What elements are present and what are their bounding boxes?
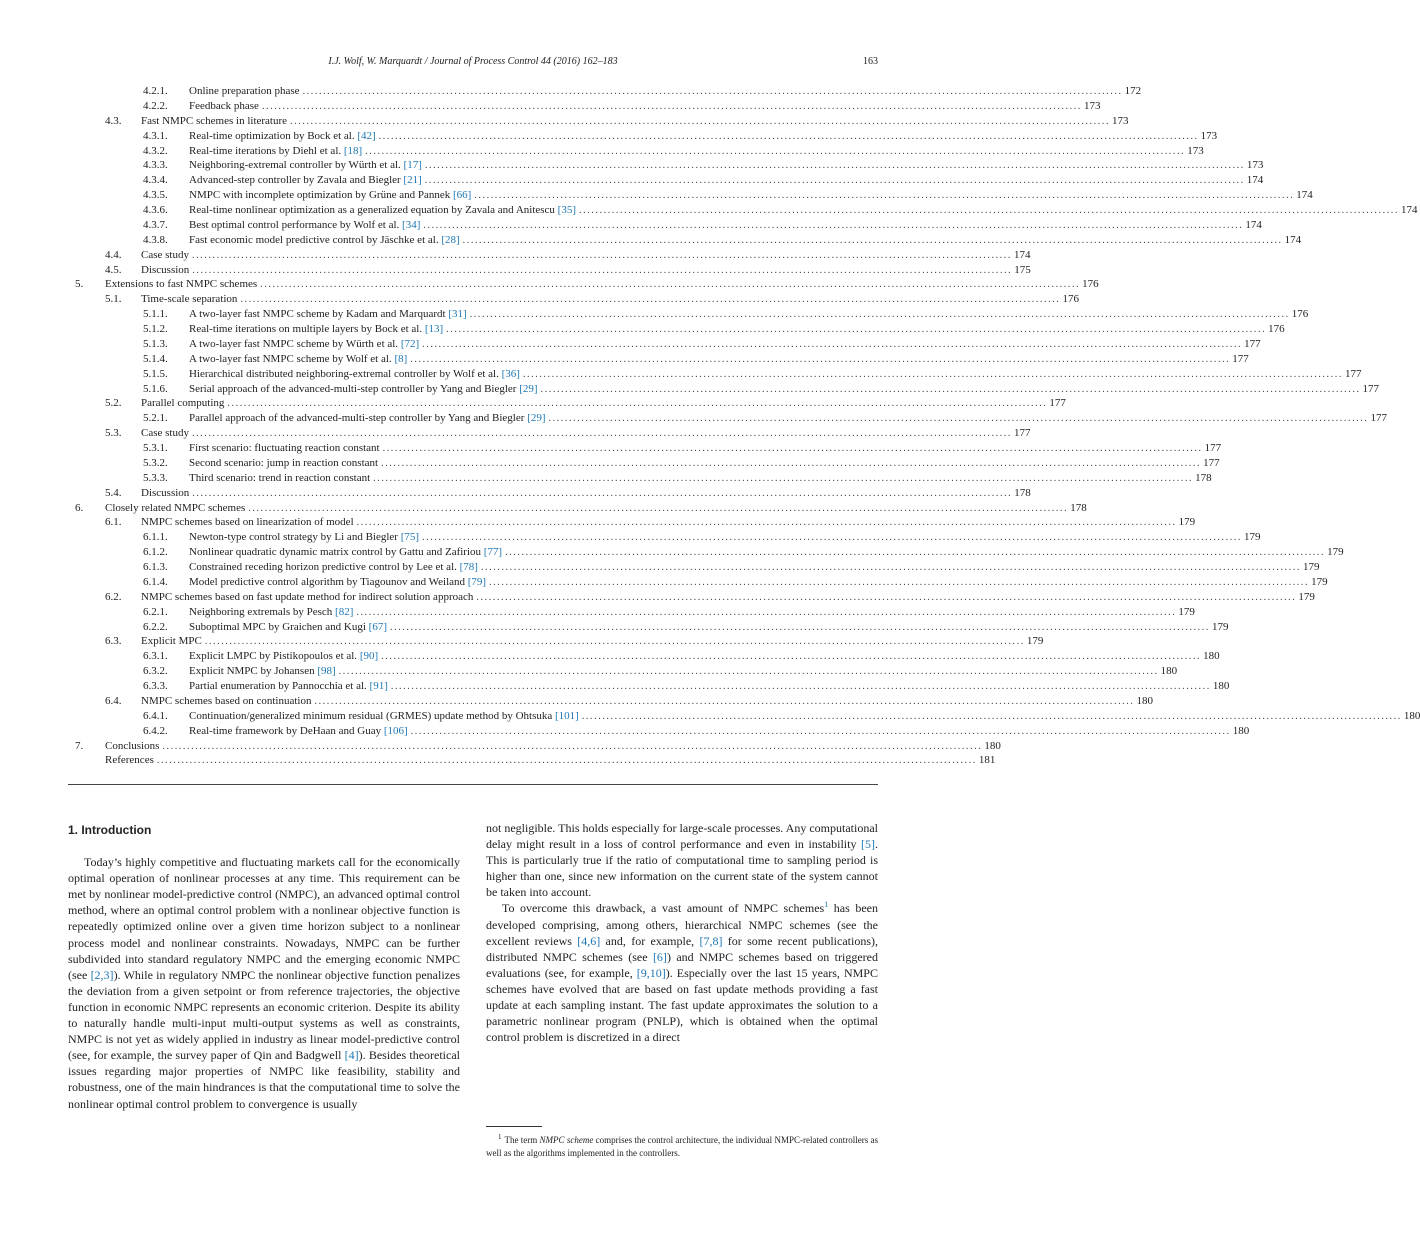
citation-link[interactable]: [4] xyxy=(344,1048,359,1063)
table-of-contents xyxy=(75,84,1420,768)
citation-link[interactable]: [7,8] xyxy=(699,933,723,948)
toc-leader-dots: ........................................................................................................................................................................................................ xyxy=(162,740,983,752)
citation-link[interactable]: [79] xyxy=(467,575,487,588)
toc-number: 6.1. xyxy=(105,516,122,529)
toc-leader-dots: ........................................................................................................................................................................................................ xyxy=(204,636,1025,648)
toc-leader-dots: ........................................................................................................................................................................................................ xyxy=(410,353,1231,365)
citation-link[interactable]: [6] xyxy=(652,949,667,964)
toc-page-number: 179 xyxy=(1311,575,1328,588)
toc-leader-dots: ........................................................................................................................................................................................................ xyxy=(191,428,1012,440)
toc-page-number: 175 xyxy=(1014,263,1031,276)
toc-entry[interactable] xyxy=(75,322,1285,337)
toc-title: Continuation/generalized minimum residual (GRMES) update method by Ohtsuka [101] xyxy=(189,709,579,722)
citation-link[interactable]: [5] xyxy=(861,837,875,852)
toc-page-number: 177 xyxy=(1244,337,1261,350)
toc-number: 6.3. xyxy=(105,635,122,648)
toc-title: Third scenario: trend in reaction constant xyxy=(189,471,371,484)
toc-entry[interactable] xyxy=(75,709,1420,724)
toc-leader-dots: ........................................................................................................................................................................................................ xyxy=(424,160,1245,172)
intro-paragraph-1-continued: not negligible. This holds especially for large-scale processes. Any computational delay might result in a loss of control performance and even in instability [5]. This is particularly true if the ratio of computational time to sampling period is higher than one, since new information on the current state of the system cannot be taken into account. xyxy=(486,821,878,900)
toc-page-number: 177 xyxy=(1203,456,1220,469)
toc-title: Discussion xyxy=(141,486,190,499)
toc-page-number: 180 xyxy=(1136,694,1153,707)
toc-leader-dots: ........................................................................................................................................................................................................ xyxy=(423,219,1244,231)
toc-leader-dots: ........................................................................................................................................................................................................ xyxy=(462,234,1283,246)
toc-number: 4.3.5. xyxy=(143,189,168,202)
toc-leader-dots: ........................................................................................................................................................................................................ xyxy=(156,755,977,767)
toc-entry[interactable] xyxy=(75,486,1031,501)
toc-title: Extensions to fast NMPC schemes xyxy=(105,278,258,291)
toc-number: 5.3.2. xyxy=(143,456,168,469)
toc-entry[interactable] xyxy=(75,218,1262,233)
toc-title: NMPC with incomplete optimization by Grüne and Pannek [66] xyxy=(189,189,472,202)
toc-title: Best optimal control performance by Wolf et al. [34] xyxy=(189,218,421,231)
toc-number: 6.2.2. xyxy=(143,620,168,633)
toc-title: Explicit MPC xyxy=(141,635,202,648)
toc-entry[interactable] xyxy=(75,367,1362,382)
toc-entry[interactable] xyxy=(75,337,1261,352)
page-number: 163 xyxy=(863,56,878,67)
toc-number: 6.3.2. xyxy=(143,665,168,678)
toc-entry[interactable] xyxy=(75,575,1328,590)
toc-entry[interactable] xyxy=(75,501,1087,516)
toc-page-number: 178 xyxy=(1070,501,1087,514)
toc-title: Discussion xyxy=(141,263,190,276)
toc-leader-dots: ........................................................................................................................................................................................................ xyxy=(480,562,1301,573)
toc-leader-dots: ........................................................................................................................................................................................................ xyxy=(422,532,1243,544)
toc-number: 6.1.4. xyxy=(143,575,168,588)
toc-page-number: 179 xyxy=(1298,590,1315,603)
toc-number: 5.3.1. xyxy=(143,442,168,454)
section-heading: 1. Introduction xyxy=(68,823,152,837)
toc-entry[interactable] xyxy=(75,530,1261,545)
toc-title: NMPC schemes based on continuation xyxy=(141,694,312,707)
toc-title: Parallel approach of the advanced-multi-step controller by Yang and Biegler [29] xyxy=(189,412,546,425)
toc-number: 5.4. xyxy=(105,486,122,499)
toc-title: Real-time framework by DeHaan and Guay [106] xyxy=(189,724,408,737)
toc-page-number: 173 xyxy=(1083,99,1101,112)
toc-title: NMPC schemes based on linearization of model xyxy=(141,516,354,529)
toc-leader-dots: ........................................................................................................................................................................................................ xyxy=(422,338,1243,350)
citation-link[interactable]: [98] xyxy=(317,665,336,678)
toc-entry[interactable] xyxy=(75,277,1099,292)
citation-link[interactable]: [17] xyxy=(403,159,422,172)
toc-number: 6.3.1. xyxy=(143,650,168,663)
toc-title: Explicit NMPC by Johansen [98] xyxy=(189,665,336,678)
toc-entry[interactable] xyxy=(75,129,1218,144)
toc-number: 5.1.5. xyxy=(143,367,168,380)
toc-page-number: 176 xyxy=(1062,293,1079,306)
footnote-rule xyxy=(486,1126,542,1127)
toc-leader-dots: ........................................................................................................................................................................................................ xyxy=(476,591,1297,603)
toc-leader-dots: ........................................................................................................................................................................................................ xyxy=(302,86,1123,97)
toc-leader-dots: ........................................................................................................................................................................................................ xyxy=(191,249,1012,261)
toc-entry[interactable] xyxy=(75,739,1001,754)
toc-leader-dots: ........................................................................................................................................................................................................ xyxy=(381,457,1202,469)
toc-page-number: 179 xyxy=(1244,531,1261,544)
toc-page-number: 180 xyxy=(1212,680,1230,692)
footnote-reference[interactable]: 1 xyxy=(824,900,829,910)
toc-entry[interactable] xyxy=(75,441,1222,456)
toc-number: 4.3.7. xyxy=(143,218,168,231)
toc-number: 7. xyxy=(75,739,84,752)
toc-leader-dots: ........................................................................................................................................................................................................ xyxy=(356,606,1177,618)
toc-title: Fast NMPC schemes in literature xyxy=(141,114,288,127)
toc-number: 5.1. xyxy=(105,293,122,306)
toc-leader-dots: ........................................................................................................................................................................................................ xyxy=(389,621,1210,633)
toc-leader-dots: ........................................................................................................................................................................................................ xyxy=(373,472,1194,484)
toc-entry[interactable] xyxy=(75,679,1230,694)
toc-page-number: 178 xyxy=(1195,471,1212,484)
citation-link[interactable]: [91] xyxy=(369,680,388,692)
toc-leader-dots: ........................................................................................................................................................................................................ xyxy=(446,324,1267,335)
toc-page-number: 179 xyxy=(1026,635,1044,648)
citation-link[interactable]: [90] xyxy=(359,650,379,663)
toc-page-number: 177 xyxy=(1232,352,1249,365)
toc-entry[interactable] xyxy=(75,664,1178,679)
toc-page-number: 180 xyxy=(1232,724,1250,737)
toc-page-number: 180 xyxy=(1160,665,1178,678)
toc-number: 6.1.2. xyxy=(143,546,168,559)
toc-leader-dots: ........................................................................................................................................................................................................ xyxy=(365,145,1186,157)
toc-number: 5.1.3. xyxy=(143,337,168,350)
toc-page-number: 176 xyxy=(1291,308,1309,321)
toc-page-number: 176 xyxy=(1268,323,1285,335)
citation-link[interactable]: [28] xyxy=(441,233,460,246)
toc-title: Conclusions xyxy=(105,739,160,752)
toc-entry[interactable] xyxy=(75,724,1250,739)
toc-entry[interactable] xyxy=(75,515,1196,530)
toc-number: 4.3.1. xyxy=(143,129,168,142)
toc-number: 5.1.2. xyxy=(143,323,168,335)
toc-entry[interactable] xyxy=(75,605,1195,620)
toc-title: Parallel computing xyxy=(141,397,225,410)
citation-link[interactable]: [77] xyxy=(483,546,503,559)
citation-link[interactable]: [36] xyxy=(501,367,520,380)
toc-entry[interactable] xyxy=(75,694,1153,709)
toc-title: Case study xyxy=(141,248,189,261)
toc-entry[interactable] xyxy=(75,456,1220,471)
toc-leader-dots: ........................................................................................................................................................................................................ xyxy=(469,309,1290,321)
toc-number: 5.2.1. xyxy=(143,412,168,425)
toc-leader-dots: ........................................................................................................................................................................................................ xyxy=(579,205,1399,216)
toc-leader-dots: ........................................................................................................................................................................................................ xyxy=(540,383,1361,395)
toc-entry[interactable] xyxy=(75,233,1302,248)
toc-page-number: 173 xyxy=(1200,129,1218,142)
toc-title: Explicit LMPC by Pistikopoulos et al. [90] xyxy=(189,650,379,663)
left-column xyxy=(68,820,460,1112)
toc-number: 6.4.2. xyxy=(143,724,168,737)
toc-leader-dots: ........................................................................................................................................................................................................ xyxy=(378,130,1199,142)
toc-page-number: 177 xyxy=(1370,412,1387,425)
toc-leader-dots: ........................................................................................................................................................................................................ xyxy=(192,264,1013,276)
toc-number: 6. xyxy=(75,501,84,514)
toc-entry[interactable] xyxy=(75,188,1313,203)
toc-leader-dots: ........................................................................................................................................................................................................ xyxy=(489,576,1310,588)
toc-leader-dots: ........................................................................................................................................................................................................ xyxy=(290,115,1111,127)
toc-entry[interactable] xyxy=(75,114,1129,129)
toc-page-number: 179 xyxy=(1178,605,1195,618)
toc-page-number: 173 xyxy=(1187,144,1204,157)
toc-title: Serial approach of the advanced-multi-step controller by Yang and Biegler [29] xyxy=(189,382,538,395)
toc-number: 4.3.2. xyxy=(143,144,168,157)
citation-link[interactable]: [34] xyxy=(402,218,421,231)
citation-link[interactable]: [4,6] xyxy=(577,933,601,948)
citation-link[interactable]: [13] xyxy=(424,323,444,335)
citation-link[interactable]: [18] xyxy=(343,144,363,157)
toc-title: Hierarchical distributed neighboring-extremal controller by Wolf et al. [36] xyxy=(189,367,520,380)
toc-entry[interactable] xyxy=(75,590,1315,605)
toc-entry[interactable] xyxy=(75,263,1031,278)
toc-entry[interactable] xyxy=(75,292,1079,307)
toc-page-number: 173 xyxy=(1112,114,1129,127)
toc-number: 6.4. xyxy=(105,694,122,707)
toc-entry[interactable] xyxy=(75,753,996,768)
citation-link[interactable]: [78] xyxy=(459,561,478,573)
toc-entry[interactable] xyxy=(75,307,1309,322)
toc-title: Advanced-step controller by Zavala and Biegler [21] xyxy=(189,174,422,187)
toc-title: References xyxy=(105,754,154,767)
toc-entry[interactable] xyxy=(75,545,1344,560)
toc-number: 5.1.6. xyxy=(143,382,168,395)
toc-title: A two-layer fast NMPC scheme by Kadam and Marquardt [31] xyxy=(189,308,467,321)
toc-title: Partial enumeration by Pannocchia et al. [91] xyxy=(189,680,388,692)
toc-entry[interactable] xyxy=(75,173,1264,188)
toc-title: Time-scale separation xyxy=(141,293,238,306)
toc-leader-dots: ........................................................................................................................................................................................................ xyxy=(314,695,1135,707)
toc-leader-dots: ........................................................................................................................................................................................................ xyxy=(356,517,1177,529)
toc-number: 4.4. xyxy=(105,248,122,261)
toc-page-number: 172 xyxy=(1124,85,1142,97)
citation-link[interactable]: [66] xyxy=(452,189,472,202)
toc-title: Case study xyxy=(141,427,189,440)
toc-page-number: 174 xyxy=(1296,189,1313,202)
toc-title: Constrained receding horizon predictive control by Lee et al. [78] xyxy=(189,561,478,573)
toc-number: 5.3. xyxy=(105,427,122,440)
toc-leader-dots: ........................................................................................................................................................................................................ xyxy=(424,175,1245,187)
toc-title: Suboptimal MPC by Graichen and Kugi [67] xyxy=(189,620,387,633)
toc-entry[interactable] xyxy=(75,158,1264,173)
toc-title: Nonlinear quadratic dynamic matrix control by Gattu and Zafiriou [77] xyxy=(189,546,503,559)
toc-number: 6.3.3. xyxy=(143,680,168,692)
toc-title: Model predictive control algorithm by Tiagounov and Weiland [79] xyxy=(189,575,487,588)
citation-link[interactable]: [82] xyxy=(335,605,354,618)
toc-title: Second scenario: jump in reaction constant xyxy=(189,456,379,469)
toc-page-number: 174 xyxy=(1245,218,1262,231)
toc-leader-dots: ........................................................................................................................................................................................................ xyxy=(505,547,1326,559)
toc-title: Fast economic model predictive control by Jäschke et al. [28] xyxy=(189,233,460,246)
toc-entry[interactable] xyxy=(75,382,1380,397)
toc-page-number: 174 xyxy=(1246,174,1264,187)
toc-leader-dots: ........................................................................................................................................................................................................ xyxy=(382,443,1203,454)
toc-number: 4.3.3. xyxy=(143,159,168,172)
citation-link[interactable]: [8] xyxy=(394,352,408,365)
toc-entry[interactable] xyxy=(75,144,1204,159)
toc-page-number: 178 xyxy=(1014,486,1031,499)
toc-entry[interactable] xyxy=(75,471,1212,486)
toc-title: Real-time iterations by Diehl et al. [18] xyxy=(189,144,363,157)
toc-number: 5.2. xyxy=(105,397,122,410)
toc-entry[interactable] xyxy=(75,411,1387,426)
citation-link[interactable]: [31] xyxy=(448,308,467,321)
toc-number: 4.5. xyxy=(105,263,122,276)
citation-link[interactable]: [9,10] xyxy=(636,965,666,980)
toc-page-number: 174 xyxy=(1284,233,1302,246)
citation-link[interactable]: [29] xyxy=(527,412,546,425)
footnote: $^1$ The term NMPC scheme comprises the control architecture, the individual NMPC-related controllers as well as the algorithms implemented in the controllers. xyxy=(486,1133,878,1158)
citation-link[interactable]: [101] xyxy=(555,709,579,722)
toc-leader-dots: ........................................................................................................................................................................................................ xyxy=(240,294,1061,306)
toc-leader-dots: ........................................................................................................................................................................................................ xyxy=(474,190,1295,202)
citation-link[interactable]: [106] xyxy=(383,724,408,737)
toc-leader-dots: ........................................................................................................................................................................................................ xyxy=(548,413,1369,425)
toc-page-number: 179 xyxy=(1211,620,1229,633)
toc-title: A two-layer fast NMPC scheme by Wolf et al. [8] xyxy=(189,352,408,365)
toc-number: 4.3.6. xyxy=(143,204,168,216)
toc-title: A two-layer fast NMPC scheme by Würth et al. [72] xyxy=(189,337,420,350)
intro-paragraph-1: Today’s highly competitive and fluctuating markets call for the economically optimal operation of nonlinear processes at any time. This requirement can be met by nonlinear model-predictive control (NMPC), an advanced optimal control method, where an optimal control problem with a nonlinear objective function is repeatedly optimized online over a given time horizon subject to a nonlinear process model and nonlinear constraints. Nowadays, NMPC can be further subdivided into standard regulatory NMPC and the emerging economic NMPC (see [2,3]). While in regulatory NMPC the nonlinear objective function penalizes the deviation from a given setpoint or from reference trajectories, the objective function in economic NMPC represents an economic criterion. Despite its ability to naturally handle multi-input multi-output systems as well as constraints, NMPC is not yet as widely applied in industry as linear model-predictive control (see, for example, the survey paper of Qin and Badgwell [4]). Besides theoretical issues regarding major properties of NMPC like feasibility, stability and robustness, one of the main hindrances is that the computational time to solve the nonlinear optimal control problem to convergence is usually xyxy=(68,855,460,1111)
toc-entry[interactable] xyxy=(75,426,1031,441)
toc-title: Online preparation phase xyxy=(189,85,300,97)
toc-number: 4.3.4. xyxy=(143,174,168,187)
toc-entry[interactable] xyxy=(75,203,1418,218)
toc-page-number: 180 xyxy=(1203,650,1220,663)
toc-leader-dots: ........................................................................................................................................................................................................ xyxy=(381,651,1202,663)
toc-leader-dots: ........................................................................................................................................................................................................ xyxy=(192,487,1013,499)
toc-number: 6.1.1. xyxy=(143,531,168,544)
toc-entry[interactable] xyxy=(75,352,1249,367)
toc-title: Real-time nonlinear optimization as a generalized equation by Zavala and Anitescu [35] xyxy=(189,204,576,216)
toc-page-number: 174 xyxy=(1401,204,1418,216)
toc-number: 4.2.1. xyxy=(143,85,168,97)
toc-title: NMPC schemes based on fast update method for indirect solution approach xyxy=(141,590,474,603)
toc-title: First scenario: fluctuating reaction constant xyxy=(189,442,380,454)
toc-number: 5.1.4. xyxy=(143,352,168,365)
toc-title: Closely related NMPC schemes xyxy=(105,501,246,514)
journal-citation: I.J. Wolf, W. Marquardt / Journal of Process Control 44 (2016) 162–183 xyxy=(328,56,618,67)
toc-page-number: 179 xyxy=(1178,516,1196,529)
toc-title: Newton-type control strategy by Li and Biegler [75] xyxy=(189,531,420,544)
toc-entry[interactable] xyxy=(75,634,1044,649)
toc-page-number: 180 xyxy=(984,739,1001,752)
toc-title: Feedback phase xyxy=(189,99,259,112)
toc-page-number: 177 xyxy=(1362,382,1380,395)
toc-page-number: 181 xyxy=(978,754,996,767)
toc-title: Real-time iterations on multiple layers by Bock et al. [13] xyxy=(189,323,444,335)
toc-leader-dots: ........................................................................................................................................................................................................ xyxy=(410,725,1231,737)
toc-entry[interactable] xyxy=(75,396,1066,411)
toc-entry[interactable] xyxy=(75,560,1320,575)
toc-page-number: 177 xyxy=(1013,427,1031,440)
toc-page-number: 176 xyxy=(1082,278,1099,291)
toc-leader-dots: ........................................................................................................................................................................................................ xyxy=(581,710,1402,722)
toc-page-number: 179 xyxy=(1327,546,1344,559)
toc-number: 4.3.8. xyxy=(143,233,168,246)
toc-leader-dots: ........................................................................................................................................................................................................ xyxy=(522,368,1343,380)
right-column xyxy=(486,820,878,1045)
citation-link[interactable]: [72] xyxy=(400,337,420,350)
toc-entry[interactable] xyxy=(75,84,1142,99)
toc-number: 6.2.1. xyxy=(143,605,168,618)
toc-number: 4.3. xyxy=(105,114,122,127)
toc-title: Real-time optimization by Bock et al. [42] xyxy=(189,129,376,142)
footnote-term: NMPC scheme xyxy=(539,1135,594,1145)
toc-page-number: 177 xyxy=(1204,442,1222,454)
citation-link[interactable]: [21] xyxy=(403,174,422,187)
toc-leader-dots: ........................................................................................................................................................................................................ xyxy=(261,100,1082,112)
toc-page-number: 173 xyxy=(1246,159,1264,172)
toc-page-number: 174 xyxy=(1013,248,1031,261)
toc-leader-dots: ........................................................................................................................................................................................................ xyxy=(227,398,1048,410)
toc-page-number: 179 xyxy=(1302,561,1320,573)
toc-leader-dots: ........................................................................................................................................................................................................ xyxy=(248,502,1069,514)
toc-leader-dots: ........................................................................................................................................................................................................ xyxy=(390,681,1211,692)
toc-page-number: 177 xyxy=(1344,367,1362,380)
citation-link[interactable]: [75] xyxy=(400,531,420,544)
toc-number: 4.2.2. xyxy=(143,99,168,112)
toc-number: 5. xyxy=(75,278,84,291)
toc-page-number: 180 xyxy=(1403,709,1420,722)
citation-link[interactable]: [29] xyxy=(519,382,538,395)
intro-paragraph-2: To overcome this drawback, a vast amount of NMPC schemes$^1$ has been developed comprising, among others, hierarchical NMPC schemes (see the excellent reviews [4,6] and, for example, [7,8] for some recent publications), distributed NMPC schemes (see [6]) and NMPC schemes based on triggered evaluations (see, for example, [9,10]). Especially over the last 15 years, NMPC schemes have evolved that are based on fast update methods providing a fast update at each sampling instant. The fast update approximates the solution to a parametric nonlinear program (PNLP), which is obtained when the optimal control problem is discretized in a direct xyxy=(486,900,879,1045)
section-divider xyxy=(68,784,878,785)
toc-title: Neighboring-extremal controller by Würth et al. [17] xyxy=(189,159,422,172)
toc-leader-dots: ........................................................................................................................................................................................................ xyxy=(338,666,1159,678)
toc-number: 5.1.1. xyxy=(143,308,168,321)
footnote-mark: 1 xyxy=(498,1133,502,1141)
running-header xyxy=(68,56,878,70)
toc-number: 6.1.3. xyxy=(143,561,168,573)
toc-leader-dots: ........................................................................................................................................................................................................ xyxy=(260,279,1081,291)
toc-page-number: 177 xyxy=(1049,397,1066,410)
toc-entry[interactable] xyxy=(75,99,1101,114)
toc-title: Neighboring extremals by Pesch [82] xyxy=(189,605,354,618)
citation-link[interactable]: [35] xyxy=(557,204,576,216)
citation-link[interactable]: [67] xyxy=(368,620,387,633)
toc-number: 6.2. xyxy=(105,590,122,603)
toc-entry[interactable] xyxy=(75,620,1229,635)
citation-link[interactable]: [42] xyxy=(357,129,376,142)
toc-entry[interactable] xyxy=(75,248,1031,263)
toc-entry[interactable] xyxy=(75,649,1220,664)
citation-link[interactable]: [2,3] xyxy=(90,967,114,982)
toc-number: 6.4.1. xyxy=(143,709,168,722)
toc-number: 5.3.3. xyxy=(143,471,168,484)
